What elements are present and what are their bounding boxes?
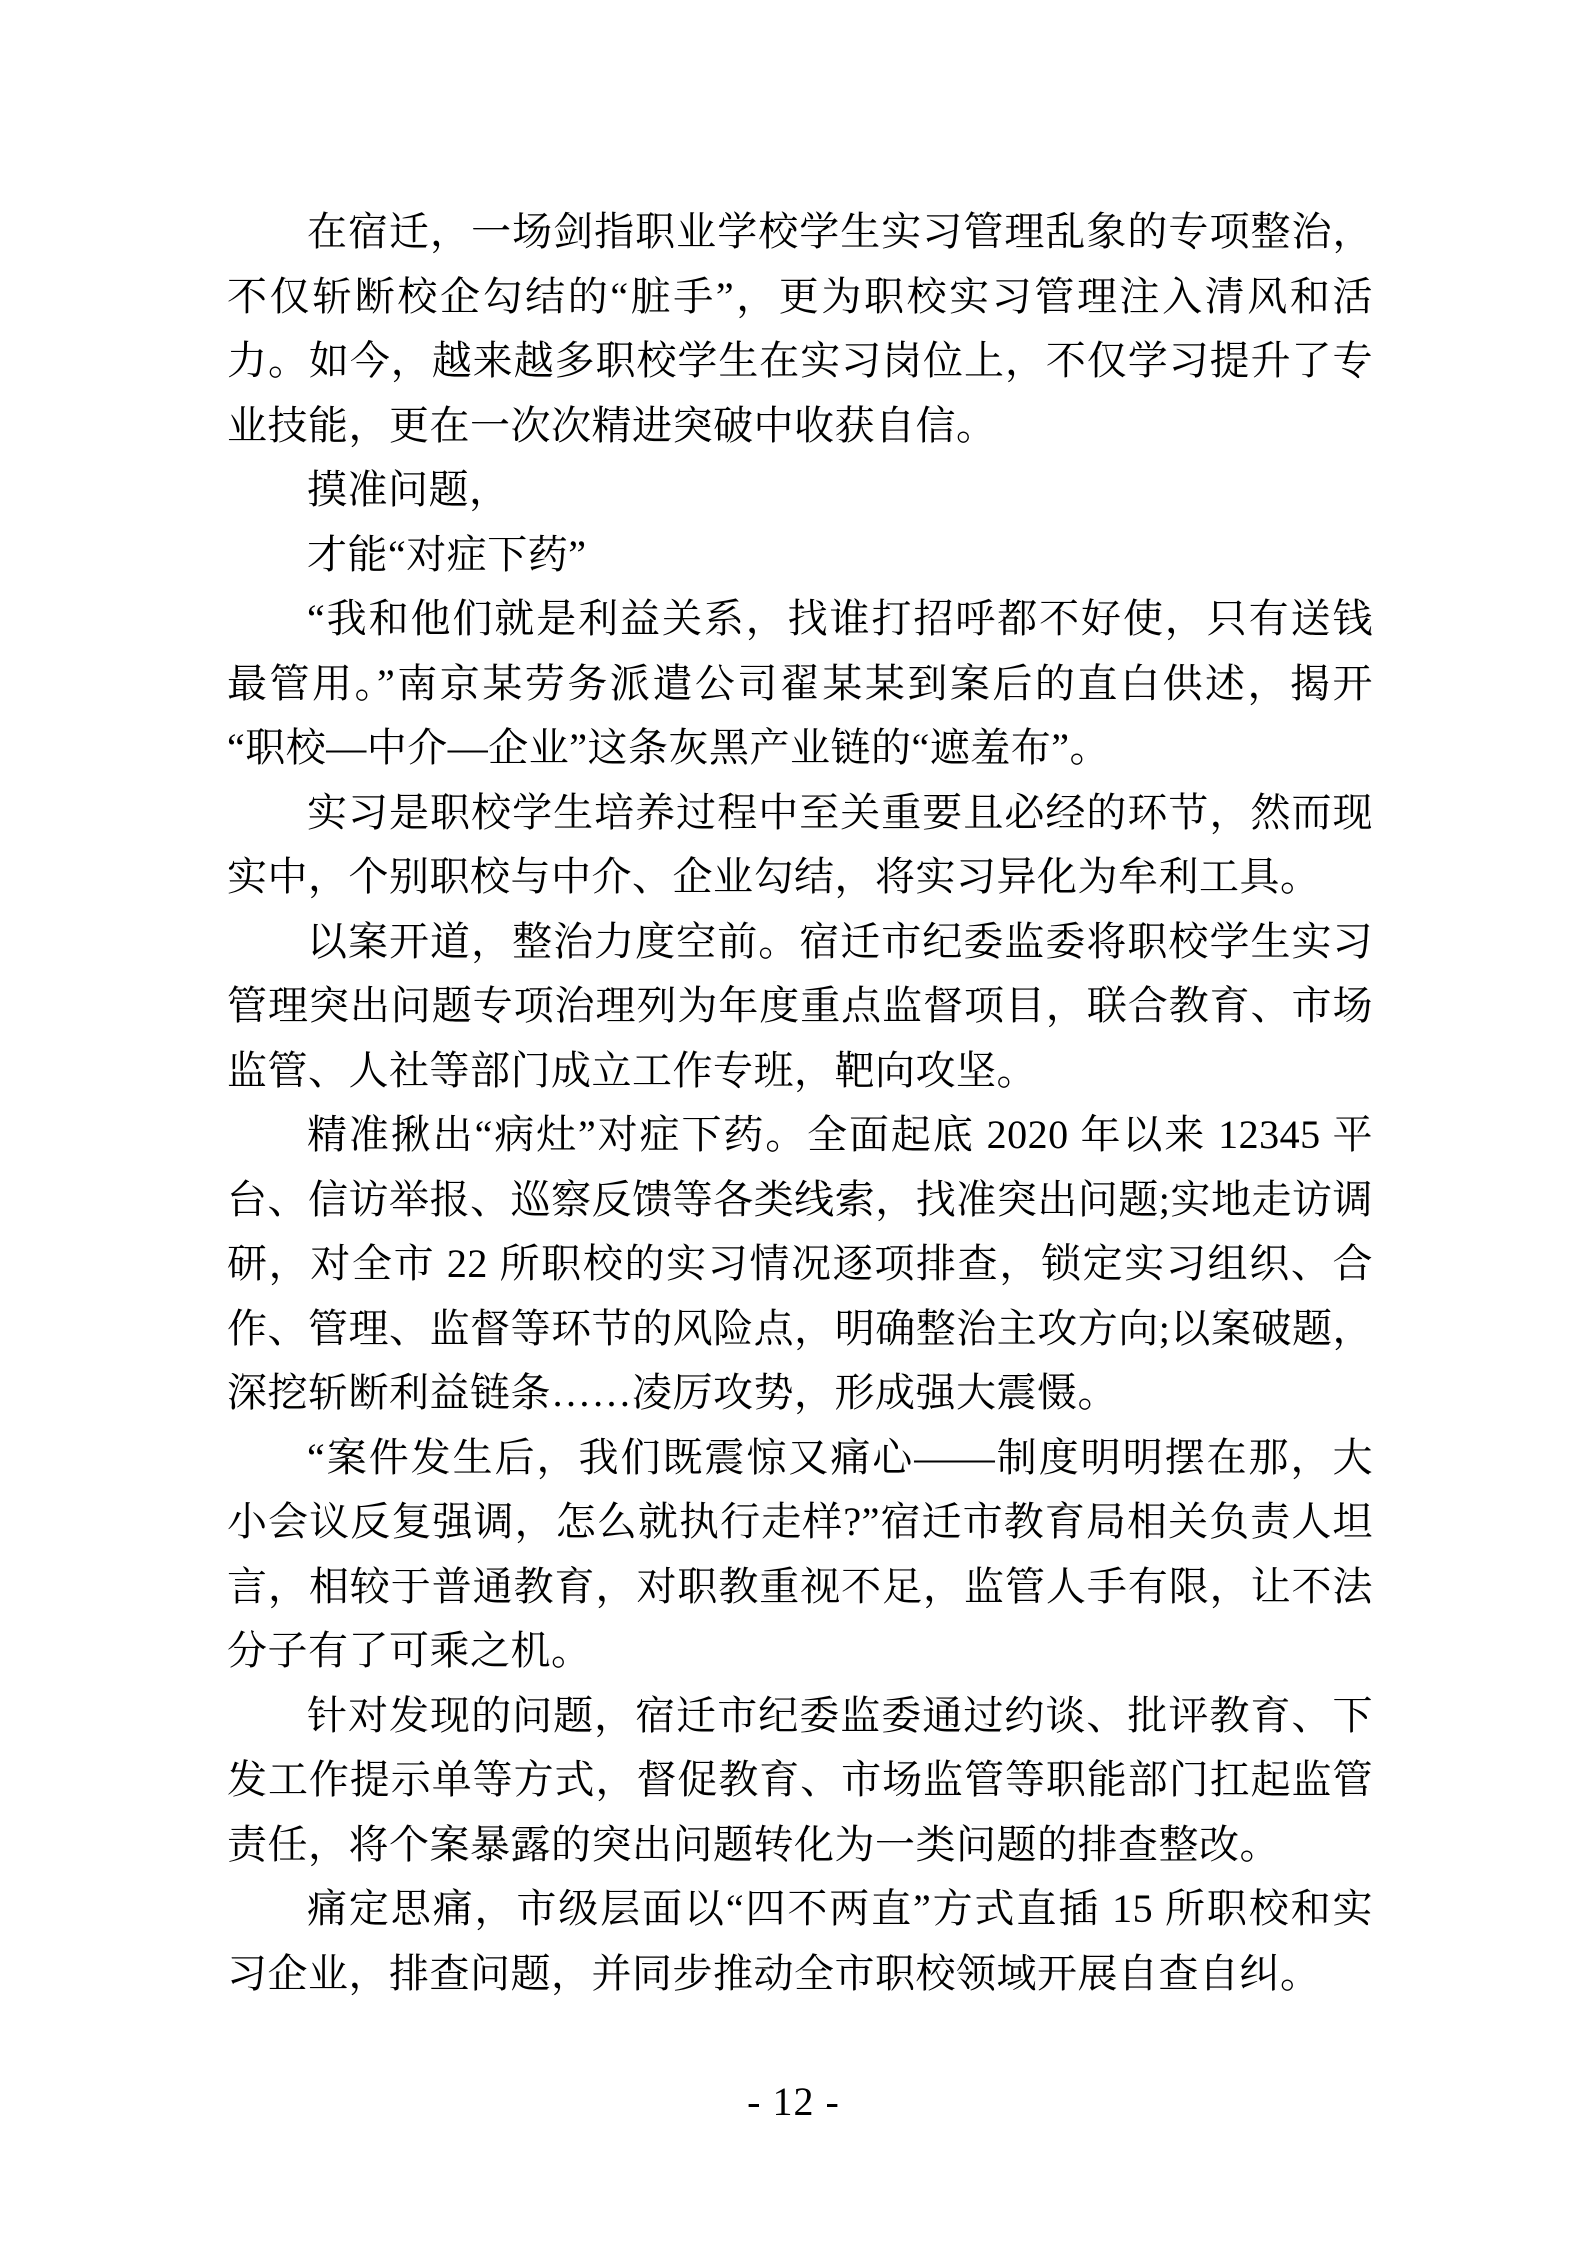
paragraph-self-inspection: 痛定思痛，市级层面以“四不两直”方式直插 15 所职校和实习企业，排查问题，并同步推动全市职校领域开展自查自纠。 (227, 1886, 1373, 1996)
page-footer (0, 2072, 1587, 2132)
paragraph-intro: 在宿迁，一场剑指职业学校学生实习管理乱象的专项整治，不仅斩断校企勾结的“脏手”，更为职校实习管理注入清风和活力。如今，越来越多职校学生在实习岗位上，不仅学习提升了专业技能，更在一次次精进突破中收获自信。 (227, 209, 1373, 448)
paragraph-quote-confession: “我和他们就是利益关系，找谁打招呼都不好使，只有送钱最管用。”南京某劳务派遣公司翟某某到案后的直白供述，揭开“职校—中介—企业”这条灰黑产业链的“遮羞布”。 (227, 596, 1373, 770)
paragraph-education-bureau-quote: “案件发生后，我们既震惊又痛心——制度明明摆在那，大小会议反复强调，怎么就执行走样?”宿迁市教育局相关负责人坦言，相较于普通教育，对职教重视不足，监管人手有限，让不法分子有了可乘之机。 (227, 1434, 1373, 1673)
paragraph-subhead-line-1: 摸准问题， (307, 467, 510, 512)
document-body (227, 200, 1373, 2006)
paragraph-supervision-measures: 针对发现的问题，宿迁市纪委监委通过约谈、批评教育、下发工作提示单等方式，督促教育、市场监管等职能部门扛起监管责任，将个案暴露的突出问题转化为一类问题的排查整改。 (227, 1692, 1373, 1867)
paragraph-campaign-launch: 以案开道，整治力度空前。宿迁市纪委监委将职校学生实习管理突出问题专项治理列为年度重点监督项目，联合教育、市场监管、人社等部门成立工作专班，靶向攻坚。 (227, 918, 1373, 1093)
paragraph-precise-diagnosis: 精准揪出“病灶”对症下药。全面起底 2020 年以来 12345 平台、信访举报、巡察反馈等各类线索，找准突出问题;实地走访调研，对全市 22 所职校的实习情况逐项排查，锁定实习组织、合作、管理、监督等环节的风险点，明确整治主攻方向;以案破题，深挖斩断利益链条……凌厉攻势，形成强大震慑。 (227, 1112, 1373, 1415)
page-number: - 12 - (747, 2079, 840, 2124)
paragraph-subhead-line-2: 才能“对症下药” (307, 531, 587, 577)
paragraph-internship-issue: 实习是职校学生培养过程中至关重要且必经的环节，然而现实中，个别职校与中介、企业勾结，将实习异化为牟利工具。 (227, 789, 1373, 899)
